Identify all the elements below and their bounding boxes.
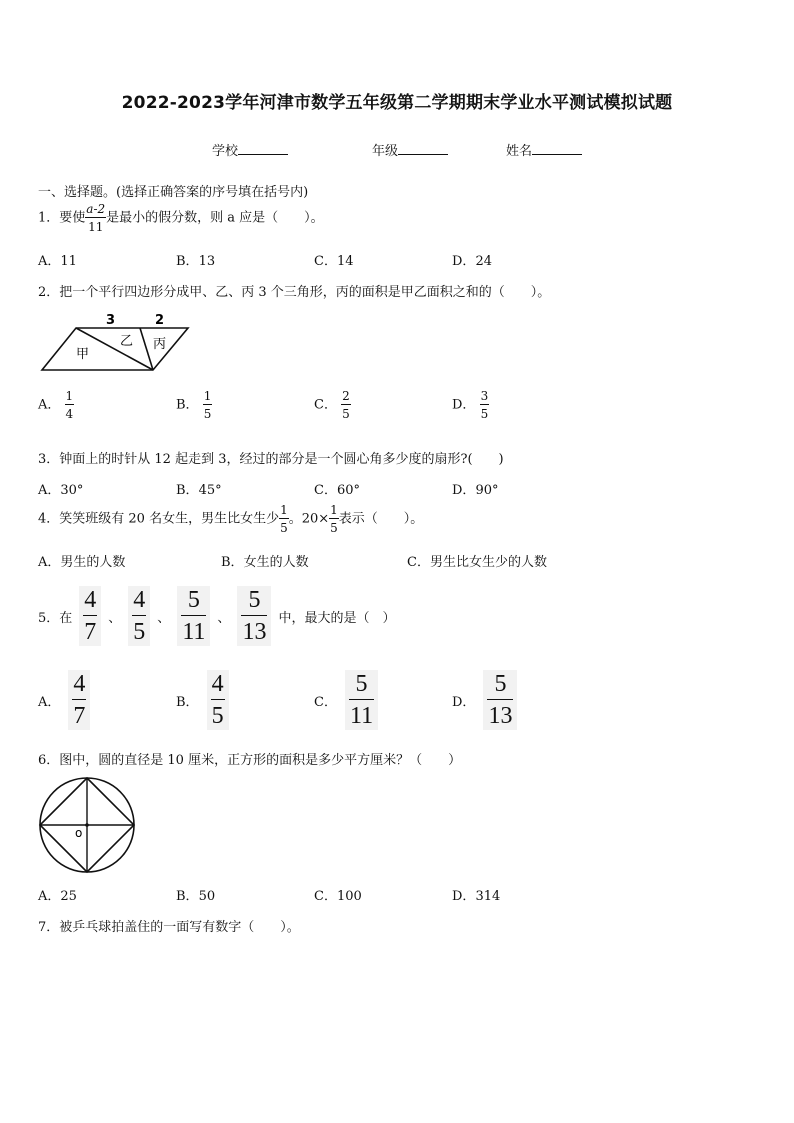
school-blank [238,142,288,155]
question-7: 7．被乒乓球拍盖住的一面写有数字（ ）。 [38,920,300,935]
grade-label: 年级 [372,144,399,159]
q5-option-b: B． $\frac{4}{5}$ [176,670,229,730]
q2-option-c: C． $\frac{2}{5}$ [314,389,350,421]
name-field [506,140,582,159]
label-yi: 乙 [120,334,134,349]
q3-option-d: D．90° [452,483,499,498]
q1-pre: 要使 [59,210,86,226]
question-4 [38,504,423,534]
q5-sep-1: 、 [108,610,122,626]
q6-option-a: A．25 [38,889,77,904]
q5-fraction-1: $\frac{4}{7}$ [79,586,101,646]
question-3: 3．钟面上的时针从 12 起走到 3，经过的部分是一个圆心角多少度的扇形?( ) [38,452,504,467]
q5-fraction-4: $\frac{5}{13}$ [237,586,271,646]
q4-option-b: B．女生的人数 [221,555,309,570]
question-5 [38,586,395,646]
center-label: o [75,826,83,840]
name-blank [532,142,582,155]
q5-option-a: A． $\frac{4}{7}$ [38,670,90,730]
question-6: 6．图中，圆的直径是 10 厘米，正方形的面积是多少平方厘米？（ ） [38,753,462,768]
label-top-left: 3 [106,313,116,328]
label-bing: 丙 [153,337,167,352]
label-top-right: 2 [155,313,165,328]
q1-fraction [85,203,106,233]
q1-option-d: D．24 [452,254,492,269]
q5-sep-2: 、 [157,610,171,626]
q4-fraction-1: $\frac{1}{5}$ [280,503,288,535]
q4-fraction-2: $\frac{1}{5}$ [330,503,338,535]
grade-blank [398,142,448,155]
q3-option-a: A．30° [38,483,84,498]
q5-option-c: C． $\frac{5}{11}$ [314,670,378,730]
q6-option-d: D．314 [452,889,501,904]
q2-option-b: B． $\frac{1}{5}$ [176,389,212,421]
circle-square-figure [38,776,138,876]
q5-fraction-3: $\frac{5}{11}$ [177,586,210,646]
name-label: 姓名 [506,144,533,159]
q4-option-c: C．男生比女生少的人数 [407,555,547,570]
q3-option-c: C．60° [314,483,360,498]
q1-number: 1． [38,210,60,226]
section-heading: 一、选择题。(选择正确答案的序号填在括号内) [38,185,309,200]
q5-option-d: D． $\frac{5}{13}$ [452,670,517,730]
question-1 [38,203,324,233]
q4-pre: 4．笑笑班级有 20 名女生，男生比女生少 [38,511,280,527]
question-2: 2．把一个平行四边形分成甲、乙、丙 3 个三角形，丙的面积是甲乙面积之和的（ ）。 [38,285,551,300]
q1-option-a: A．11 [38,254,77,269]
grade-field [372,140,448,159]
label-jia: 甲 [76,347,90,362]
page-title: 2022-2023学年河津市数学五年级第二学期期末学业水平测试模拟试题 [121,93,673,113]
q1-option-c: C．14 [314,254,354,269]
q4-post: 表示（ ）。 [338,511,424,527]
q5-sep-3: 、 [217,610,231,626]
q2-option-a: A． $\frac{1}{4}$ [38,389,74,421]
q1-frac-num: a-2 [86,202,106,216]
q5-fraction-2: $\frac{4}{5}$ [128,586,150,646]
q4-mid: 。20× [288,511,330,527]
q1-frac-den: 11 [88,220,104,234]
parallelogram-figure [40,308,192,374]
q3-option-b: B．45° [176,483,222,498]
center-point [85,823,89,827]
q1-option-b: B．13 [176,254,216,269]
q5-post: 中，最大的是（ ） [278,610,396,626]
q5-pre: 5．在 [38,610,73,626]
q6-option-b: B．50 [176,889,216,904]
q2-option-d: D． $\frac{3}{5}$ [452,389,489,421]
school-label: 学校 [212,144,239,159]
q6-option-c: C．100 [314,889,362,904]
q4-option-a: A．男生的人数 [38,555,126,570]
school-field [212,140,288,159]
q1-post: 是最小的假分数，则 a 应是（ ）。 [106,210,324,226]
